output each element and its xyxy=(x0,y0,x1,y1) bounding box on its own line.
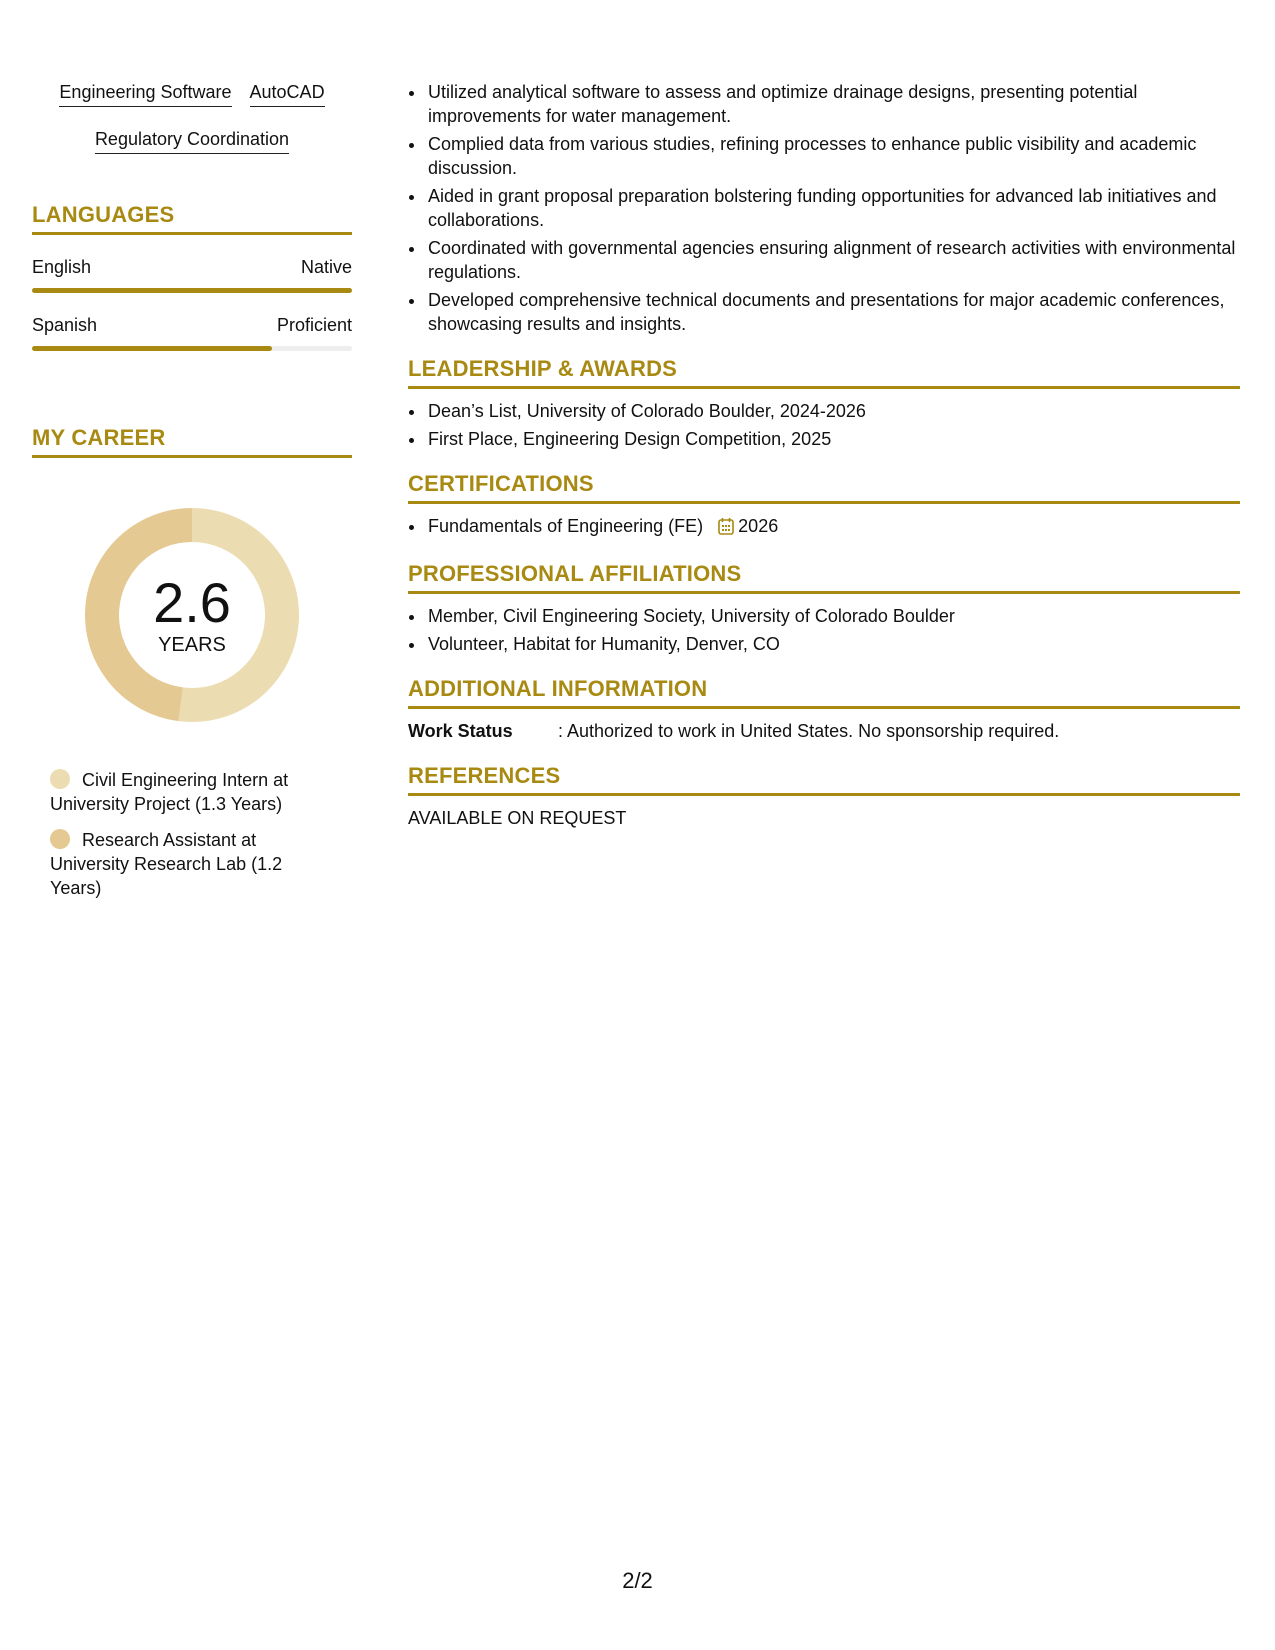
legend-item xyxy=(50,768,320,816)
experience-bullets xyxy=(408,80,1240,336)
list-item: • Aided in grant proposal preparation bolstering funding opportunities for advanced lab initiatives and collaborations. xyxy=(426,184,1240,232)
work-status-label: Work Status xyxy=(408,721,513,741)
language-level: Proficient xyxy=(276,315,352,335)
list-item: • Complied data from various studies, refining processes to enhance public visibility and academic discussion. xyxy=(426,132,1240,180)
left-column xyxy=(32,80,352,912)
language-spanish xyxy=(32,315,352,351)
affiliations-list xyxy=(408,604,1240,656)
work-status-value: : Authorized to work in United States. No sponsorship required. xyxy=(558,721,1060,741)
certification-name: Fundamentals of Engineering (FE) xyxy=(428,516,704,536)
skill-tag: Engineering Software xyxy=(59,80,231,107)
list-item: • Coordinated with governmental agencies ensuring alignment of research activities with environmental regulations. xyxy=(426,236,1240,284)
references-text: AVAILABLE ON REQUEST xyxy=(408,808,627,828)
list-item xyxy=(426,514,1240,541)
list-item: • Member, Civil Engineering Society, University of Colorado Boulder xyxy=(426,604,1240,628)
leadership-heading: LEADERSHIP & AWARDS xyxy=(408,356,1240,389)
list-item: • Volunteer, Habitat for Humanity, Denver, CO xyxy=(426,632,1240,656)
donut-center xyxy=(79,502,305,728)
skill-tag: AutoCAD xyxy=(250,80,325,107)
career-heading: MY CAREER xyxy=(32,425,352,458)
career-donut-chart xyxy=(79,502,305,728)
additional-info-heading: ADDITIONAL INFORMATION xyxy=(408,676,1240,709)
legend-item xyxy=(50,828,320,900)
language-bar xyxy=(32,346,352,351)
certification-year: 2026 xyxy=(738,516,779,536)
legend-dot-icon xyxy=(50,829,70,849)
page-number: 2/2 xyxy=(622,1568,653,1593)
language-name: Spanish xyxy=(32,315,98,335)
list-item: • Utilized analytical software to assess and optimize drainage designs, presenting potential improvements for water management. xyxy=(426,80,1240,128)
skills-list xyxy=(32,80,352,154)
legend-dot-icon xyxy=(50,769,70,789)
list-item: • Dean’s List, University of Colorado Boulder, 2024-2026 xyxy=(426,399,1240,423)
legend-label: Civil Engineering Intern at University Project (1.3 Years) xyxy=(50,770,289,814)
skill-tag: Regulatory Coordination xyxy=(95,127,289,154)
career-legend xyxy=(32,768,320,900)
language-english xyxy=(32,257,352,293)
affiliations-heading: PROFESSIONAL AFFILIATIONS xyxy=(408,561,1240,594)
language-level: Native xyxy=(300,257,352,277)
work-status-row xyxy=(408,719,1240,743)
languages-heading: LANGUAGES xyxy=(32,202,352,235)
language-bar xyxy=(32,288,352,293)
calendar-icon xyxy=(718,517,734,541)
leadership-list xyxy=(408,399,1240,451)
list-item: • Developed comprehensive technical documents and presentations for major academic conferences, showcasing results and insights. xyxy=(426,288,1240,336)
right-column xyxy=(408,80,1240,830)
language-name: English xyxy=(32,257,92,277)
language-bar-fill xyxy=(32,346,272,351)
legend-label: Research Assistant at University Research Lab (1.2 Years) xyxy=(50,830,283,898)
certifications-list xyxy=(408,514,1240,541)
career-total-years: 2.6 xyxy=(153,570,231,634)
references-heading: REFERENCES xyxy=(408,763,1240,796)
certifications-heading: CERTIFICATIONS xyxy=(408,471,1240,504)
list-item: • First Place, Engineering Design Competition, 2025 xyxy=(426,427,1240,451)
language-bar-fill xyxy=(32,288,352,293)
career-total-unit: YEARS xyxy=(158,633,226,656)
